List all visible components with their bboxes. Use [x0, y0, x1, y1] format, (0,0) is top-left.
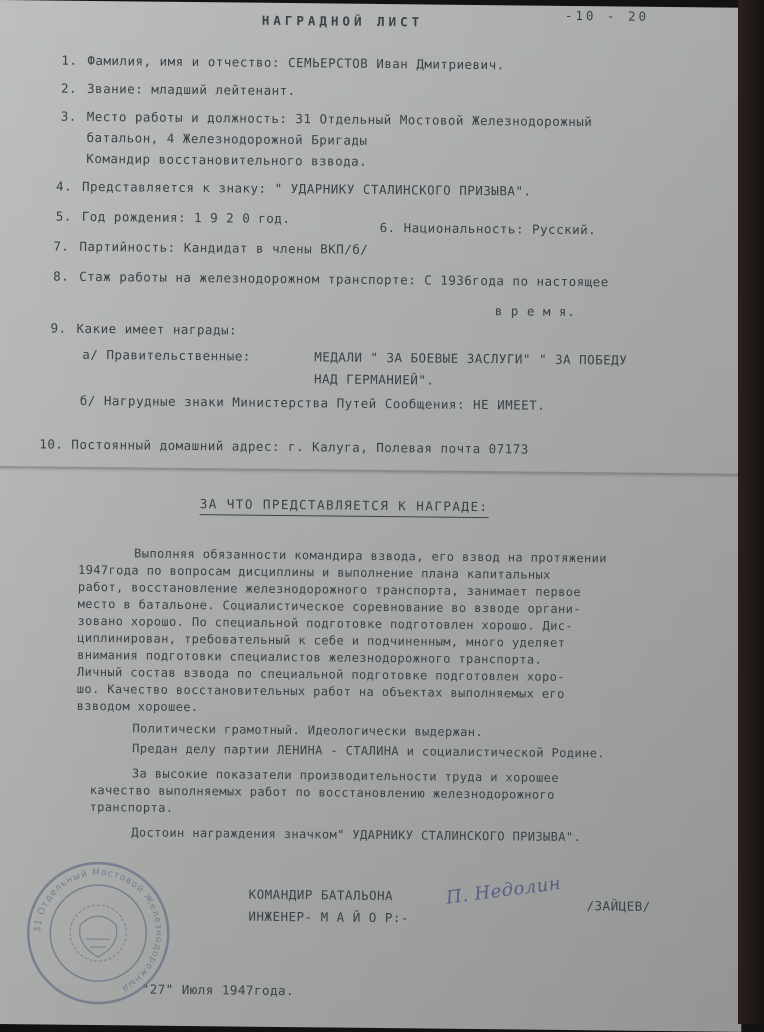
field-8-num: 8. [53, 268, 70, 284]
field-9-num: 9. [50, 320, 67, 336]
body-line: За высокие показатели производительности труда и хорошее [131, 766, 559, 785]
field-5: Год рождения: 1 9 2 0 год. [81, 208, 291, 227]
field-9a-value: МЕДАЛИ " ЗА БОЕВЫЕ ЗАСЛУГИ" " ЗА ПОБЕДУ [314, 349, 628, 368]
corner-mark: -10 - 20 [564, 7, 650, 24]
body-line: Выполняя обязанности командира взвода, его взвод на протяжении [134, 546, 607, 566]
body-line: качество выполняемых работ по восстановлению железнодорожного [89, 782, 555, 802]
body-line: Предан делу партии ЛЕНИНА - СТАЛИНА и социалистической Родине. [132, 741, 605, 761]
field-4-num: 4. [55, 178, 73, 194]
body-line: циплинирован, требовательный к себе и подчиненным, много уделяет [77, 630, 566, 650]
field-9a-value-line-2: НАД ГЕРМАНИЕЙ". [313, 371, 435, 388]
signoff-title: КОМАНДИР БАТАЛЬОНА [248, 886, 394, 904]
body-line: взводом хорошее. [76, 698, 199, 715]
field-9: Какие имеет награды: [76, 320, 238, 338]
svg-text:31 Отдельный Мостовой Железнод [33, 867, 164, 993]
paper-fold [0, 466, 747, 476]
body-line: место в батальоне. Социалистическое соревнование во взводе органи- [77, 596, 581, 617]
field-5-num: 5. [55, 208, 72, 224]
field-2: Звание: младший лейтенант. [87, 80, 296, 99]
field-3: Место работы и должность: 31 Отдельный Мостовой Железнодорожный [86, 108, 593, 130]
section-heading: ЗА ЧТО ПРЕДСТАВЛЯЕТСЯ К НАГРАДЕ: [200, 496, 489, 518]
field-8-line-2: в р е м я. [494, 303, 576, 320]
body-line: 1947года по вопросам дисциплины и выполнение плана капитальных [77, 562, 551, 582]
field-6-num: 6. [379, 219, 396, 236]
field-3-num: 3. [60, 108, 77, 124]
field-3-line-3: Командир восстановительного взвода. [86, 150, 368, 169]
body-line: Политически грамотный. Идеологически выдержан. [132, 721, 484, 740]
official-stamp [23, 858, 173, 1008]
body-line: шо. Качество восстановительных работ на объектах выполняемых его [76, 681, 565, 701]
field-1: Фамилия, имя и отчество: СЕМЬЕРСТОВ Иван Дмитриевич. [87, 52, 505, 73]
document-title: НАГРАДНОЙ ЛИСТ [261, 12, 424, 30]
field-4: Представляется к знаку: " УДАРНИКУ СТАЛИНСКОГО ПРИЗЫВА". [81, 178, 532, 199]
field-2-num: 2. [61, 80, 78, 96]
body-line: зовано хорошо. По специальной подготовке подготовлен хорошо. Дис- [77, 613, 574, 634]
field-6: Национальность: Русский. [403, 220, 597, 238]
field-7-num: 7. [53, 238, 70, 254]
body-line: Достоин награждения значком" УДАРНИКУ СТАЛИНСКОГО ПРИЗЫВА". [131, 825, 582, 845]
signoff-rank: ИНЖЕНЕР- М А Й О Р:- [248, 908, 410, 926]
signoff-name: /ЗАЙЦЕВ/ [586, 898, 651, 914]
document-date: "27" Июля 1947года. [141, 981, 295, 999]
body-line: транспорта. [89, 799, 174, 815]
field-10: Постоянный домашний адрес: г. Калуга, Полевая почта 07173 [71, 436, 529, 457]
field-1-num: 1. [61, 52, 78, 68]
field-10-num: 10. [39, 436, 64, 452]
signature: П. Недолин [444, 872, 563, 909]
body-line: внимания подготовки специалистов железнодорожного транспорта. [77, 647, 543, 667]
field-7: Партийность: Кандидат в члены ВКП/б/ [79, 238, 369, 257]
stamp-text: 31 Отдельный Мостовой Железнодорожный [33, 867, 164, 994]
body-line: работ, восстановление железнодорожного транспорта, занимает первое [77, 579, 582, 600]
body-line: Личный состав взвода по специальной подготовке подготовлен хоро- [76, 664, 565, 684]
field-8: Стаж работы на железнодорожном транспорте: С 1936года по настоящее [79, 268, 609, 290]
background-edge [738, 0, 764, 1024]
field-3-line-2: батальон, 4 Железнодорожной Бригады [86, 129, 368, 148]
field-9b: б/ Нагрудные знаки Министерства Путей Сообщения: НЕ ИМЕЕТ. [79, 392, 546, 413]
field-9a-label: а/ Правительственные: [82, 346, 251, 364]
